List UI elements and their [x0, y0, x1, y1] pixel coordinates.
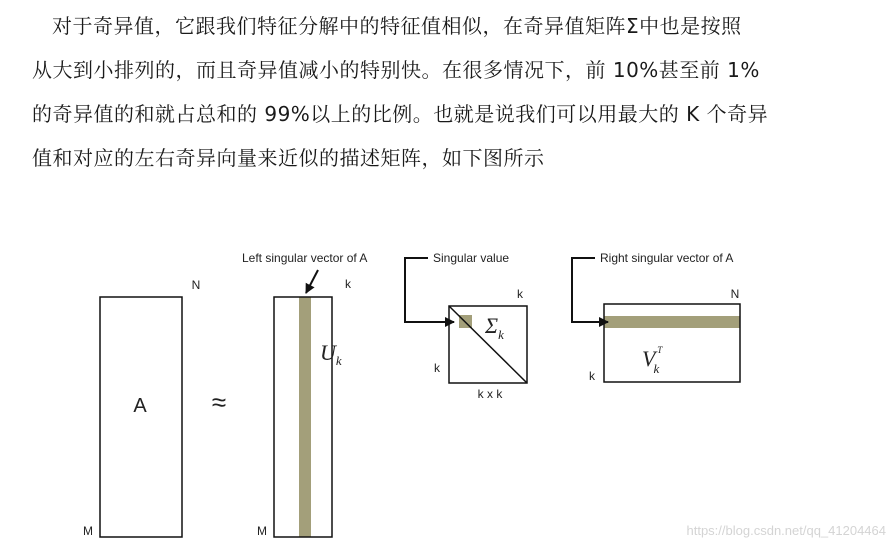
singular-value-annotation: Singular value [433, 251, 510, 265]
matrix-sigma-size-label: k x k [477, 387, 503, 401]
watermark: https://blog.csdn.net/qq_41204464 [686, 523, 886, 538]
left-singular-vector-annotation: Left singular vector of A [242, 251, 368, 265]
matrix-v-box [604, 304, 740, 382]
matrix-v-rows-label: k [589, 369, 595, 383]
matrix-a-label: A [133, 395, 147, 417]
right-singular-vector-annotation: Right singular vector of A [600, 251, 734, 265]
matrix-sigma [405, 251, 527, 401]
paragraph-line-4: 值和对应的左右奇异向量来近似的描述矩阵，如下图所示 [32, 146, 545, 170]
matrix-sigma-cols-label: k [517, 287, 523, 301]
matrix-sigma-rows-label: k [434, 361, 440, 375]
right-vector-arrow [572, 258, 608, 322]
paragraph-line-1: 对于奇异值，它跟我们特征分解中的特征值相似，在奇异值矩阵Σ中也是按照 [52, 14, 742, 38]
matrix-sigma-label: $\Sigma_k$ [485, 313, 504, 342]
matrix-u-highlight-column [299, 297, 311, 537]
matrix-a [83, 278, 200, 538]
matrix-v [572, 251, 740, 383]
matrix-v-cols-label: N [730, 287, 740, 301]
matrix-v-label: VkT [642, 345, 663, 376]
paragraph-line-3: 的奇异值的和就占总和的 99%以上的比例。也就是说我们可以用最大的 K 个奇异 [32, 102, 769, 126]
matrix-v-highlight-row [604, 316, 740, 328]
matrix-u-label: $U_k$ [320, 340, 342, 368]
matrix-u [242, 251, 367, 538]
paragraph-line-2: 从大到小排列的，而且奇异值减小的特别快。在很多情况下，前 10%甚至前 1% [32, 58, 760, 82]
matrix-a-cols-label: N [191, 278, 201, 292]
matrix-u-cols-label: k [345, 277, 351, 291]
singular-value-arrow [405, 258, 454, 322]
matrix-u-rows-label: M [257, 524, 267, 538]
approx-symbol: ≈ [211, 387, 227, 417]
matrix-a-box [100, 297, 182, 537]
matrix-a-rows-label: M [83, 524, 93, 538]
left-vector-arrow [306, 270, 318, 293]
